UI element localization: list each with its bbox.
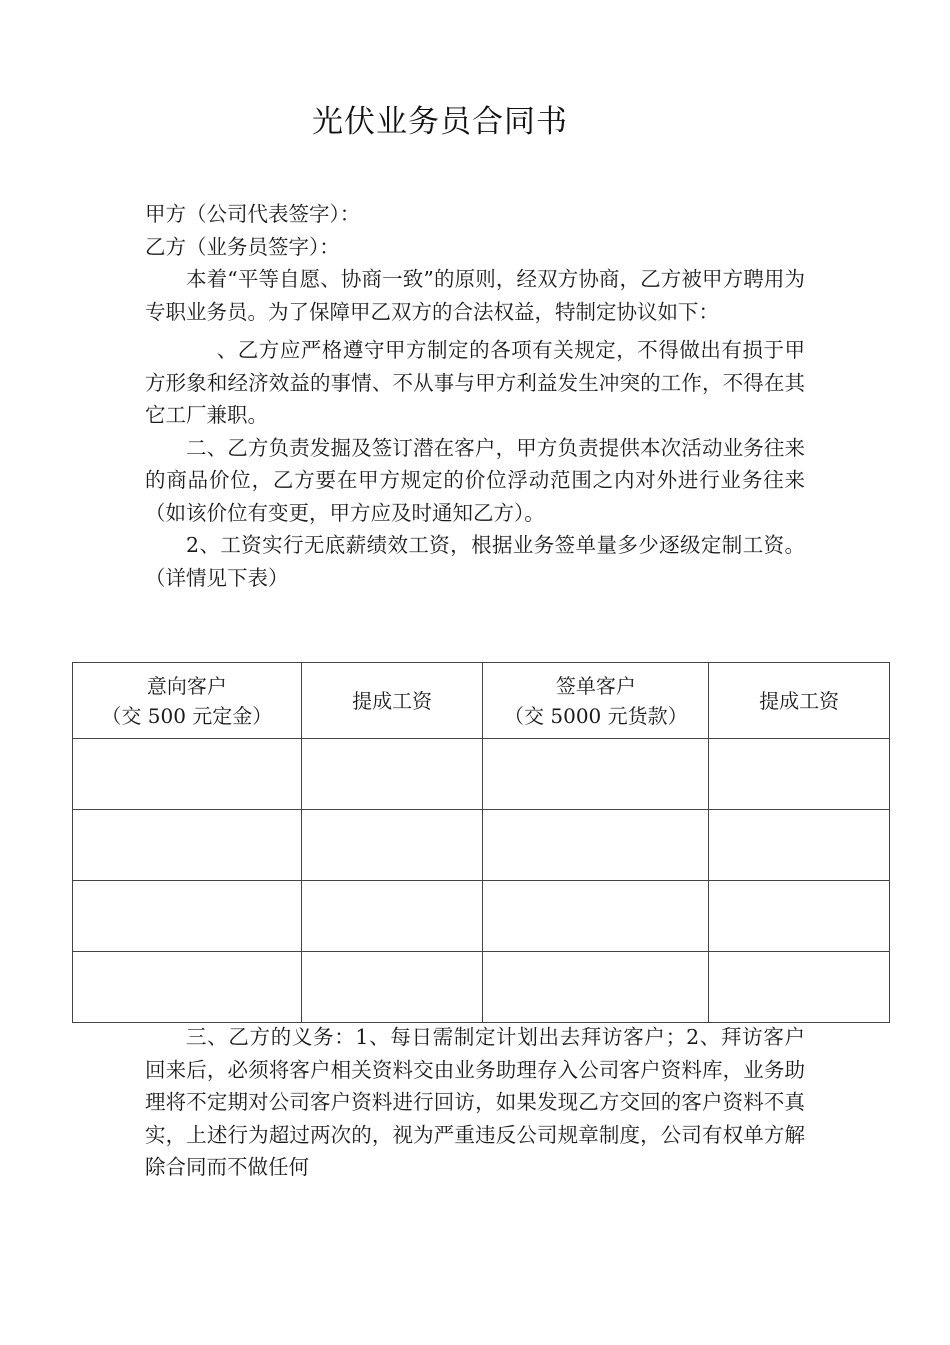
header-subtext: （交 500 元定金） xyxy=(101,703,273,728)
table-row xyxy=(73,952,890,1023)
table-cell xyxy=(709,952,890,1023)
contract-body-bottom xyxy=(145,1021,805,1184)
party-b-line: 乙方（业务员签字）： xyxy=(145,234,340,259)
header-text: 签单客户 xyxy=(555,673,636,698)
header-text: 提成工资 xyxy=(352,688,433,713)
table-cell xyxy=(301,952,483,1023)
contract-body-top xyxy=(145,198,805,594)
table-cell xyxy=(301,810,483,881)
table-cell xyxy=(483,881,709,952)
table-cell xyxy=(73,739,302,810)
party-a-line: 甲方（公司代表签字）： xyxy=(145,202,361,226)
clause-3: 三、乙方的义务：1、每日需制定计划出去拜访客户；2、拜访客户回来后，必须将客户相关资料交由业务助理存入公司客户资料库，业务助理将不定期对公司客户资料进行回访，如果发现乙方交回的客户资料不真实，上述行为超过两次的，视为严重违反公司规章制度，公司有权单方解除合同而不做任何 xyxy=(145,1025,805,1179)
table-row xyxy=(73,739,890,810)
clause-2: 二、乙方负责发掘及签订潜在客户，甲方负责提供本次活动业务往来的商品价位，乙方要在甲方规定的价位浮动范围之内对外进行业务往来（如该价位有变更，甲方应及时通知乙方）。 xyxy=(145,435,805,525)
table-cell xyxy=(73,881,302,952)
document-title: 光伏业务员合同书 xyxy=(312,104,568,140)
table-header-row xyxy=(73,663,890,739)
clause-1: 、乙方应严格遵守甲方制定的各项有关规定，不得做出有损于甲方形象和经济效益的事情、不从事与甲方利益发生冲突的工作，不得在其它工厂兼职。 xyxy=(145,338,805,427)
table-cell xyxy=(483,952,709,1023)
header-signed-customer xyxy=(483,663,709,739)
table-cell xyxy=(709,810,890,881)
table-cell xyxy=(73,810,302,881)
table-cell xyxy=(709,739,890,810)
table-cell xyxy=(73,952,302,1023)
header-commission-1 xyxy=(301,663,483,739)
intro-paragraph: 本着“平等自愿、协商一致”的原则，经双方协商，乙方被甲方聘用为专职业务员。为了保障甲乙双方的合法权益，特制定协议如下： xyxy=(145,267,805,324)
table-cell xyxy=(301,881,483,952)
header-text: 意向客户 xyxy=(146,673,227,698)
header-intent-customer xyxy=(73,663,302,739)
header-subtext: （交 5000 元货款） xyxy=(504,703,688,728)
table-row xyxy=(73,810,890,881)
header-text: 提成工资 xyxy=(759,688,840,713)
table-cell xyxy=(301,739,483,810)
table-cell xyxy=(483,739,709,810)
table-row xyxy=(73,881,890,952)
commission-table xyxy=(72,662,890,1023)
clause-2-salary: 2、工资实行无底薪绩效工资，根据业务签单量多少逐级定制工资。（详情见下表） xyxy=(145,533,805,590)
table-cell xyxy=(483,810,709,881)
header-commission-2 xyxy=(709,663,890,739)
table-cell xyxy=(709,881,890,952)
